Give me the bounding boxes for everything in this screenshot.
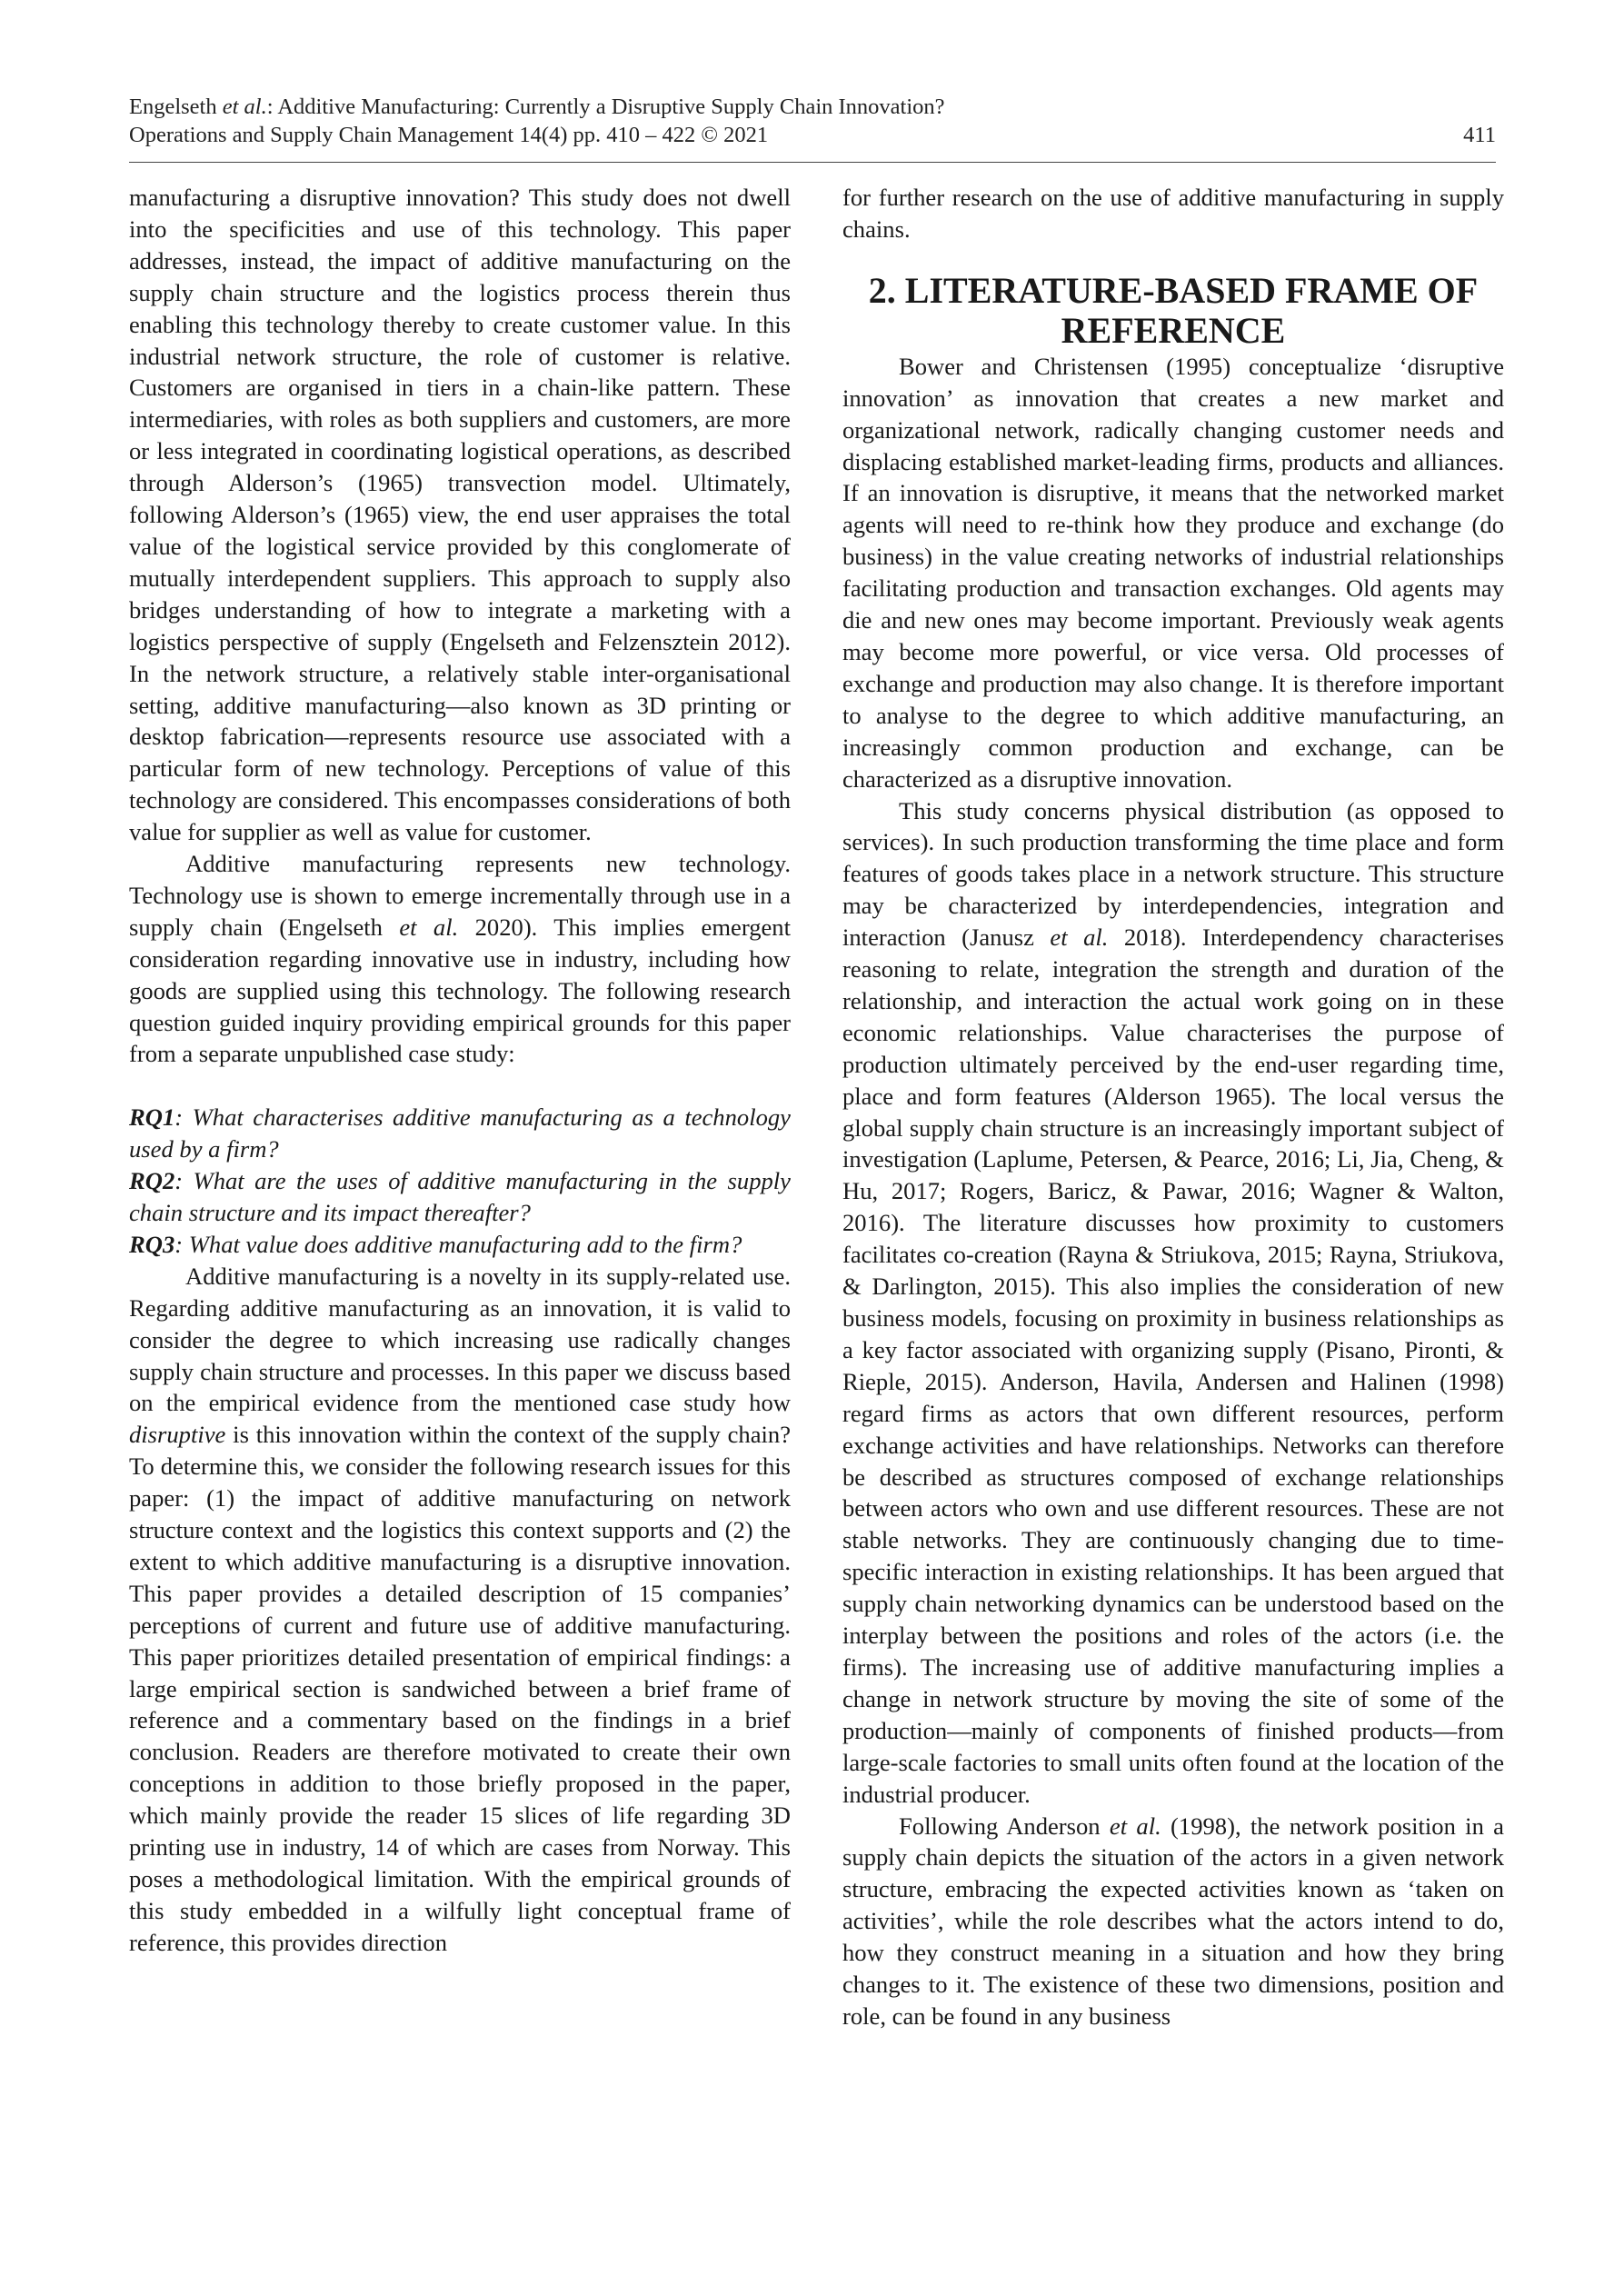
- right-column: [842, 182, 1504, 2032]
- rq3-label: RQ3: [129, 1230, 175, 1258]
- left-p3-text-a: Additive manufacturing is a novelty in its supply-related use. Regarding additive manufacturing as an innovation, it is valid to consider the degree to which increasing use radically changes supply chain structure and processes. In this paper we discuss based on the empirical evidence from the mentioned case study how: [129, 1262, 791, 1417]
- right-p3-text-c: (1998), the network position in a supply chain depicts the situation of the actors in a given network structure, embracing the expected activities known as ‘taken on activities’, while the role describes what the actors intend to do, how they construct meaning in a situation and how they bring changes to it. The existence of these two dimensions, position and role, can be found in any business: [842, 1812, 1504, 2030]
- left-p2-et-al: et al.: [399, 913, 459, 941]
- right-p3-et-al: et al.: [1109, 1812, 1161, 1840]
- running-header: [129, 93, 1496, 149]
- left-paragraph-2: [129, 848, 791, 1070]
- left-p2-text-c: 2020). This implies emergent consideration regarding innovative use in industry, including how goods are supplied using this technology. The following research question guided inquiry providing empirical grounds for this paper from a separate unpublished case study:: [129, 913, 791, 1068]
- right-p2-text-a: This study concerns physical distribution (as opposed to services). In such production transforming the time place and form features of goods takes place in a network structure. This structure may be characterized by interdependencies, integration and interaction (Janusz: [842, 796, 1504, 952]
- right-p2-et-al: et al.: [1050, 923, 1109, 952]
- research-question-3: [129, 1229, 791, 1261]
- right-p3-text-a: Following Anderson: [899, 1812, 1110, 1840]
- right-paragraph-0: for further research on the use of additive manufacturing in supply chains.: [842, 184, 1504, 243]
- right-paragraph-2: [842, 795, 1504, 1811]
- rq1-label: RQ1: [129, 1103, 175, 1132]
- section-heading: 2. LITERATURE-BASED FRAME OF REFERENCE: [868, 269, 1479, 351]
- right-paragraph-3: [842, 1811, 1504, 2032]
- right-p2-text-c: 2018). Interdependency characterises reasoning to relate, integration the strength and duration of the relationship, and interaction the actual work going on in these economic relationships. Value characterises the purpose of production ultimately perceived by the end-user regarding time, place and form features (Alderson 1965). The local versus the global supply chain structure is an increasingly important subject of investigation (Laplume, Petersen, & Pearce, 2016; Li, Jia, Cheng, & Hu, 2017; Rogers, Baricz, & Pawar, 2016; Wagner & Walton, 2016). The literature discusses how proximity to customers facilitates co-creation (Rayna & Striukova, 2015; Rayna, Striukova, & Darlington, 2015). This also implies the consideration of new business models, focusing on proximity in business relationships as a key factor associated with organizing supply (Pisano, Pironti, & Rieple, 2015). Anderson, Havila, Andersen and Halinen (1998) regard firms as actors that own different resources, perform exchange activities and have relationships. Networks can therefore be described as structures composed of exchange relationships between actors who own and use different resources. These are not stable networks. They are continuously changing due to time-specific interaction in existing relationships. It has been argued that supply chain networking dynamics can be understood based on the interplay between the positions and roles of the actors (i.e. the firms). The increasing use of additive manufacturing implies a change in network structure by moving the site of some of the production—mainly of components of finished products—from large-scale factories to small units often found at the location of the industrial producer.: [842, 923, 1504, 1808]
- left-p3-disruptive: disruptive: [129, 1421, 226, 1449]
- rq2-text: : What are the uses of additive manufacturing in the supply chain structure and its impact thereafter?: [129, 1167, 791, 1226]
- research-question-1: [129, 1102, 791, 1165]
- header-divider: [129, 162, 1496, 163]
- header-authors: Engelseth: [129, 95, 223, 119]
- header-et-al: et al.: [222, 95, 267, 119]
- header-title: : Additive Manufacturing: Currently a Disruptive Supply Chain Innovation?: [266, 95, 945, 119]
- rq1-text: : What characterises additive manufacturing as a technology used by a firm?: [129, 1103, 791, 1163]
- page-number: 411: [1463, 123, 1496, 147]
- header-citation-line: [129, 93, 1496, 121]
- right-paragraph-1: Bower and Christensen (1995) conceptualize ‘disruptive innovation’ as innovation that creates a new market and organizational network, radically changing customer needs and displacing established market-leading firms, products and alliances. If an innovation is disruptive, it means that the networked market agents will need to re-think how they produce and exchange (do business) in the value creating networks of industrial relationships facilitating production and transaction exchanges. Old agents may die and new ones may become important. Previously weak agents may become more powerful, or vice versa. Old processes of exchange and production may also change. It is therefore important to analyse to the degree to which additive manufacturing, an increasingly common production and exchange, can be characterized as a disruptive innovation.: [842, 352, 1504, 793]
- header-journal: Operations and Supply Chain Management 14(4) pp. 410 – 422 © 2021: [129, 123, 769, 147]
- left-p3-text-c: is this innovation within the context of the supply chain? To determine this, we consider the following research issues for this paper: (1) the impact of additive manufacturing on network structure context and the logistics this context supports and (2) the extent to which additive manufacturing is a disruptive innovation. This paper provides a detailed description of 15 companies’ perceptions of current and future use of additive manufacturing. This paper prioritizes detailed presentation of empirical findings: a large empirical section is sandwiched between a brief frame of reference and a commentary based on the findings in a brief conclusion. Readers are therefore motivated to create their own conceptions in addition to those briefly proposed in the paper, which mainly provide the reader 15 slices of life regarding 3D printing use in industry, 14 of which are cases from Norway. This poses a methodological limitation. With the empirical grounds of this study embedded in a wilfully light conceptual frame of reference, this provides direction: [129, 1421, 791, 1956]
- rq3-text: : What value does additive manufacturing add to the firm?: [174, 1230, 742, 1258]
- left-p2-text-a: Additive manufacturing represents new technology. Technology use is shown to emerge incrementally through use in a supply chain (Engelseth: [129, 850, 791, 941]
- rq2-label: RQ2: [129, 1167, 175, 1195]
- left-column: [129, 182, 791, 1959]
- left-paragraph-1: manufacturing a disruptive innovation? This study does not dwell into the specificities and use of this technology. This paper addresses, instead, the impact of additive manufacturing on the supply chain structure and the logistics process therein thus enabling this technology thereby to create customer value. In this industrial network structure, the role of customer is relative. Customers are organised in tiers in a chain-like pattern. These intermediaries, with roles as both suppliers and customers, are more or less integrated in coordinating logistical operations, as described through Alderson’s (1965) transvection model. Ultimately, following Alderson’s (1965) view, the end user appraises the total value of the logistical service provided by this conglomerate of mutually interdependent suppliers. This approach to supply also bridges understanding of how to integrate a marketing with a logistics perspective of supply (Engelseth and Felzensztein 2012). In the network structure, a relatively stable inter-organisational setting, additive manufacturing—also known as 3D printing or desktop fabrication—represents resource use associated with a particular form of new technology. Perceptions of value of this technology are considered. This encompasses considerations of both value for supplier as well as value for customer.: [129, 184, 791, 846]
- research-question-2: [129, 1165, 791, 1229]
- left-paragraph-3: [129, 1261, 791, 1959]
